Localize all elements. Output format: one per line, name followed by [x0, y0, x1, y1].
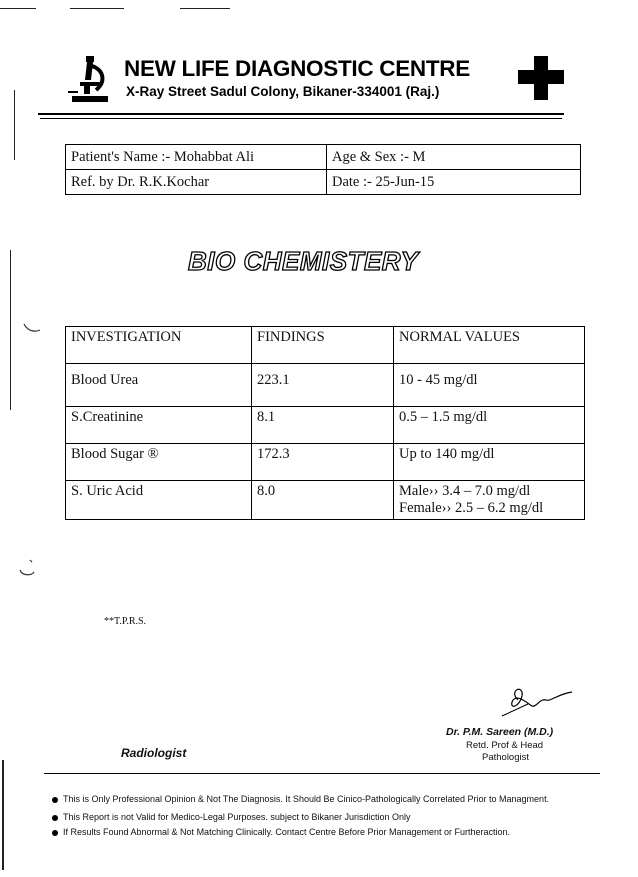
- normal-male: Male›› 3.4 – 7.0 mg/dl: [399, 483, 531, 499]
- footer-rule: [44, 773, 600, 774]
- normal-cell: 10 - 45 mg/dl: [394, 364, 585, 407]
- patient-info-table: [65, 144, 581, 195]
- doctor-role: Pathologist: [482, 752, 530, 763]
- header-rule-bottom: [40, 118, 562, 119]
- disclaimer-note: [52, 794, 549, 804]
- note-text: This is Only Professional Opinion & Not The Diagnosis. It Should Be Cinico-Pathologically Correlated Prior to Managment.: [63, 794, 550, 804]
- normal-cell: 0.5 – 1.5 mg/dl: [394, 407, 585, 444]
- section-title: BIO CHEMISTERY: [188, 246, 419, 276]
- lab-address: X-Ray Street Sadul Colony, Bikaner-334001 (Raj.): [126, 84, 440, 99]
- signature: [488, 680, 574, 722]
- header-investigation: INVESTIGATION: [66, 327, 252, 364]
- patient-name: Patient's Name :- Mohabbat Ali: [66, 145, 327, 170]
- normal-cell: [394, 481, 585, 520]
- investigation-cell: S.Creatinine: [66, 407, 252, 444]
- age-sex: Age & Sex :- M: [327, 145, 581, 170]
- validity-note: [52, 812, 411, 822]
- lab-name: NEW LIFE DIAGNOSTIC CENTRE: [124, 56, 470, 81]
- scan-mark: [180, 8, 230, 9]
- referred-by: Ref. by Dr. R.K.Kochar: [66, 170, 327, 195]
- finding-cell: 8.0: [252, 481, 394, 520]
- investigation-cell: Blood Sugar ®: [66, 444, 252, 481]
- scan-mark: [0, 8, 36, 9]
- tprs-note: **T.P.R.S.: [104, 616, 147, 627]
- microscope-icon: [66, 52, 114, 106]
- table-row: [66, 407, 585, 444]
- results-table: [65, 326, 585, 520]
- doctor-title: Retd. Prof & Head: [466, 740, 544, 751]
- normal-female: Female›› 2.5 – 6.2 mg/dl: [399, 500, 544, 516]
- table-row: [66, 364, 585, 407]
- report-date: Date :- 25-Jun-15: [327, 170, 581, 195]
- scan-mark: [2, 760, 4, 870]
- header-rule-top: [38, 113, 564, 115]
- bullet-icon: [52, 797, 58, 803]
- bullet-icon: [52, 830, 58, 836]
- finding-cell: 172.3: [252, 444, 394, 481]
- scan-mark: [70, 8, 124, 9]
- header-findings: FINDINGS: [252, 327, 394, 364]
- bullet-icon: [52, 815, 58, 821]
- radiologist-label: Radiologist: [121, 746, 187, 760]
- scan-mark: [10, 250, 11, 410]
- doctor-name: Dr. P.M. Sareen (M.D.): [446, 726, 554, 738]
- scan-mark: [14, 90, 15, 160]
- normal-cell: Up to 140 mg/dl: [394, 444, 585, 481]
- investigation-cell: Blood Urea: [66, 364, 252, 407]
- header-normal-values: NORMAL VALUES: [394, 327, 585, 364]
- plus-cross-icon: [518, 56, 564, 100]
- table-row: [66, 481, 585, 520]
- abnormal-results-note: [52, 827, 510, 837]
- investigation-cell: S. Uric Acid: [66, 481, 252, 520]
- note-text: If Results Found Abnormal & Not Matching Clinically. Contact Centre Before Prior Management or Furtheraction.: [63, 827, 511, 837]
- scan-mark: [16, 556, 38, 578]
- note-text: This Report is not Valid for Medico-Legal Purposes. subject to Bikaner Jurisdiction Only: [63, 812, 411, 822]
- table-row: [66, 444, 585, 481]
- finding-cell: 223.1: [252, 364, 394, 407]
- table-header-row: [66, 327, 585, 364]
- finding-cell: 8.1: [252, 407, 394, 444]
- scan-mark: [22, 322, 42, 336]
